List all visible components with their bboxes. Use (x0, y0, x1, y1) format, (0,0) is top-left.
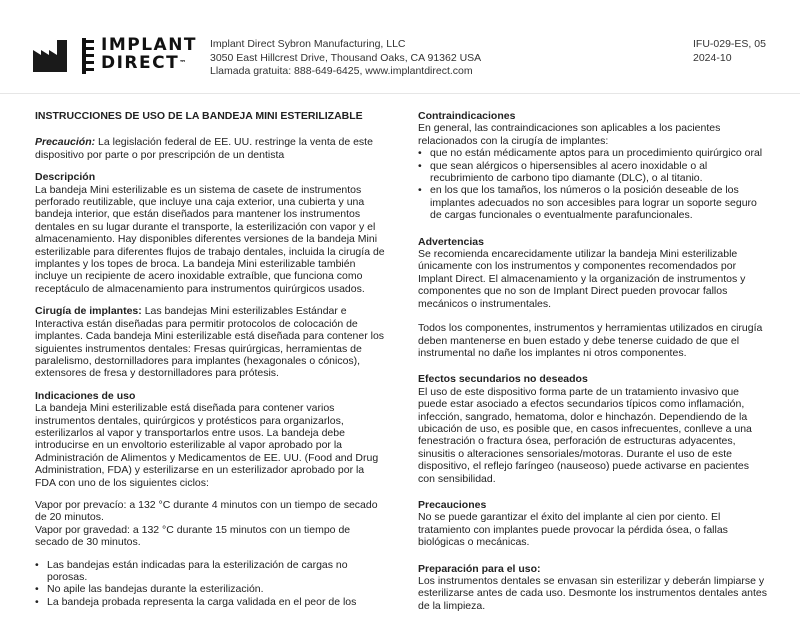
document-date: 2024-10 (693, 51, 732, 64)
caution-text: La legislación federal de EE. UU. restringe la venta de este dispositivo por parte o por prescripción de un dentista (35, 136, 373, 161)
implant-surgery-label: Cirugía de implantes: (35, 305, 142, 318)
description-text: La bandeja Mini esterilizable es un sistema de casete de instrumentos perforado reutilizable, que incluye una caja exterior, una cubierta y una bandeja interior, que están diseñados para mantener los instrumentos dentales en su lugar durante el transporte, la esterilización con vapor y el almacenamiento. Hay disponibles diferentes versiones de la bandeja Mini esterilizable para diferentes flujos de trabajo dentales, incluida la cirugía de implantes y los topes de broca. La bandeja Mini esterilizable también incluye un recipiente de acero inoxidable extraíble, que funciona como receptáculo de almacenamiento para instrumentos quirúrgicos usados. (35, 183, 385, 295)
tray-notes-list (35, 559, 385, 609)
warnings-text-2: Todos los componentes, instrumentos y herramientas utilizados en cirugía deben mantenerse en buen estado y debe tenerse cuidado de que el instrumental no dañe los implantes ni otros componentes. (418, 322, 763, 359)
document-code: IFU-029-ES, 05 (693, 38, 766, 50)
manufacturer-factory-icon (33, 40, 69, 72)
preparation-text: Los instrumentos dentales se envasan sin esterilizar y deberán limpiarse y esterilizarse antes de cada uso. Desmonte los instrumentos dentales antes de la limpieza. (418, 575, 768, 612)
document-header (0, 0, 800, 100)
list-item: • que no están médicamente aptos para un procedimiento quirúrgico oral (418, 147, 768, 159)
description-section (35, 171, 385, 295)
cycle-gravity: Vapor por gravedad: a 132 °C durante 15 minutos con un tiempo de secado de 30 minutos. (35, 523, 351, 549)
contraindications-intro: En general, las contraindicaciones son aplicables a los pacientes relacionados con la cirugía de implantes: (418, 122, 721, 147)
contraindications-section (418, 110, 768, 222)
caution-paragraph (35, 136, 385, 161)
implant-surgery-text: Las bandejas Mini esterilizables Estándar e Interactiva están diseñadas para permitir protocolos de colocación de implantes. Cada bandeja Mini esterilizable está diseñada para contener los siguientes instrumentos dentales: Fresas quirúrgicas, herramientas de paralelismo, destornilladores para implantes (hexagonales o cónicos), extensores de fresa y destornilladores para prótesis. (35, 305, 385, 380)
indications-section (35, 390, 385, 489)
logo-trademark: ™ (179, 59, 187, 67)
warnings-section (418, 236, 768, 360)
side-effects-text: El uso de este dispositivo forma parte de un tratamiento invasivo que puede estar asociado a efectos secundarios típicos como inflamación, infección, sangrado, hematoma, dolor e hinchazón. Dependiendo de la ubicación de uso, es posible que, en casos infrecuentes, conlleve a una fenestración o fractura ósea, perforación de estructuras adyacentes, sinusitis o alteraciones sensoriales/motoras. Durante el uso de este dispositivo, el reflejo faríngeo (nauseoso) puede activarse en pacientes con sensibilidad. (418, 385, 752, 485)
warnings-text-1: Se recomienda encarecidamente utilizar la bandeja Mini esterilizable únicamente con los instrumentos y componentes recomendados por Implant Direct. El almacenamiento y la organización de instrumentos y componentes que no son de Implant Direct pueden provocar fallos mecánicos o instrumentales. (418, 248, 746, 310)
list-item: • No apile las bandejas durante la esterilización. (35, 583, 385, 595)
side-effects-section (418, 373, 768, 485)
sterilization-cycles (35, 499, 385, 549)
warnings-heading: Advertencias (418, 235, 484, 248)
implant-direct-logo-mark (82, 38, 96, 74)
caution-label: Precaución: (35, 136, 96, 149)
implant-surgery-paragraph (35, 305, 385, 379)
header-divider (0, 93, 800, 94)
contraindications-list (418, 147, 768, 221)
logo-line-1: IMPLANT (101, 35, 198, 55)
document-id (693, 38, 766, 65)
precautions-section (418, 499, 768, 549)
company-contact: Llamada gratuita: 888-649-6425, www.implantdirect.com (210, 65, 473, 77)
description-heading: Descripción (35, 171, 96, 184)
precautions-heading: Precauciones (418, 498, 487, 511)
left-column (35, 110, 385, 608)
list-item: • que sean alérgicos o hipersensibles al acero inoxidable o al recubrimiento de carbono tipo diamante (DLC), o al titanio. (418, 160, 768, 185)
right-column (418, 110, 768, 622)
manufacturer-info (210, 38, 481, 79)
document-title: INSTRUCCIONES DE USO DE LA BANDEJA MINI ESTERILIZABLE (35, 110, 363, 122)
company-name: Implant Direct Sybron Manufacturing, LLC (210, 38, 406, 50)
preparation-section (418, 563, 768, 613)
list-item: • La bandeja probada representa la carga validada en el peor de los (35, 596, 385, 608)
precautions-text: No se puede garantizar el éxito del implante al cien por ciento. El tratamiento con implantes puede provocar la pérdida ósea, o fallas biológicas o mecánicas. (418, 511, 728, 549)
logo-line-2: DIRECT (101, 53, 180, 73)
indications-heading: Indicaciones de uso (35, 389, 136, 402)
indications-text: La bandeja Mini esterilizable está diseñada para contener varios instrumentos dentales, quirúrgicos y protésticos para organizarlos, esterilizarlos al vapor y transportarlos entre usos. La bandeja debe introducirse en un envoltorio esterilizable al vapor aprobado por la Administración de Alimentos y Medicamentos de EE. UU. (Food and Drug Administration, FDA) y esterilizarse en un esterilizador aprobado por la FDA con uno de los siguientes ciclos: (35, 402, 379, 489)
contraindications-heading: Contraindicaciones (418, 110, 516, 122)
implant-direct-logo (101, 36, 197, 72)
preparation-heading: Preparación para el uso: (418, 562, 541, 575)
company-address: 3050 East Hillcrest Drive, Thousand Oaks, CA 91362 USA (210, 51, 482, 64)
cycle-prevacuum: Vapor por prevacío: a 132 °C durante 4 minutos con un tiempo de secado de 20 minutos. (35, 498, 378, 524)
side-effects-heading: Efectos secundarios no deseados (418, 373, 588, 386)
list-item: • en los que los tamaños, los números o la posición deseable de los implantes adecuados no son accesibles para lograr un soporte seguro de cargas funcionales o eventualmente parafuncionales. (418, 184, 768, 221)
list-item: • Las bandejas están indicadas para la esterilización de cargas no porosas. (35, 559, 385, 584)
